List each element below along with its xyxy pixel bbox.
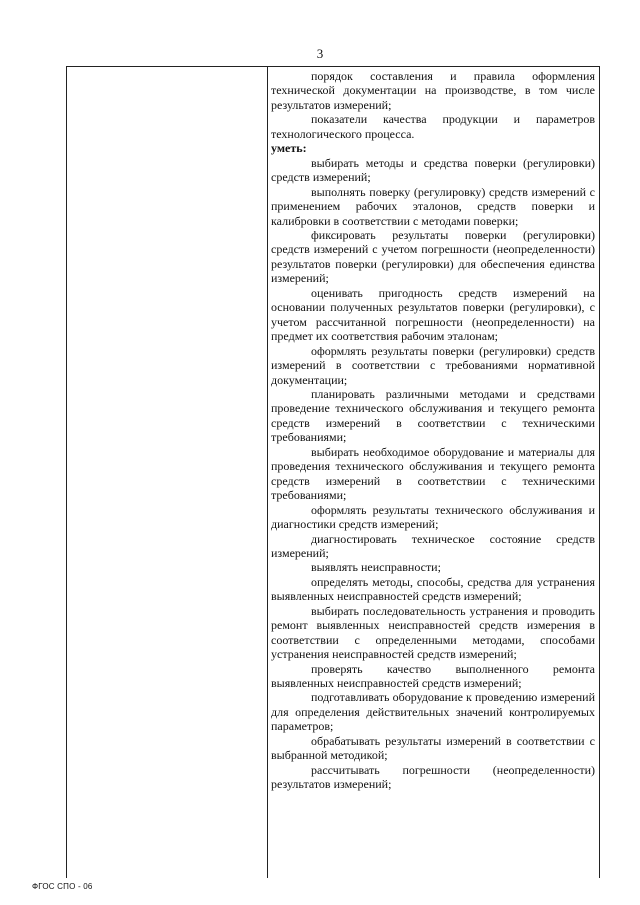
paragraph-skill: выбирать методы и средства поверки (регулировки) средств измерений; (271, 155, 595, 185)
footer-label: ФГОС СПО - 06 (32, 882, 93, 891)
paragraph-skill: обрабатывать результаты измерений в соответствии с выбранной методикой; (271, 733, 595, 763)
paragraph-skill: оформлять результаты технического обслуживания и диагностики средств измерений; (271, 502, 595, 532)
paragraph-skill: выбирать последовательность устранения и проводить ремонт выявленных неисправностей средств измерения в соответствии с определенными методами, способами устранения неисправностей средств измерений; (271, 603, 595, 662)
paragraph-skill: планировать различными методами и средствами проведение технического обслуживания и текущего ремонта средств измерений в соответствии с техническими требованиями; (271, 386, 595, 445)
paragraph-skill: определять методы, способы, средства для устранения выявленных неисправностей средств измерений; (271, 574, 595, 604)
column-divider (267, 67, 268, 878)
paragraph-skill: фиксировать результаты поверки (регулировки) средств измерений с учетом погрешности (неопределенности) результатов поверки (регулировки) для обеспечения единства измерений; (271, 227, 595, 286)
paragraph-skill: выполнять поверку (регулировку) средств измерений с применением рабочих эталонов, средств поверки и калибровки в соответствии с методами поверки; (271, 184, 595, 228)
paragraph-documentation: порядок составления и правила оформления технической документации на производстве, в том числе результатов измерений; (271, 69, 595, 112)
paragraph-skill: рассчитывать погрешности (неопределенности) результатов измерений; (271, 762, 595, 792)
paragraph-skill: подготавливать оборудование к проведению измерений для определения действительных значений контролируемых параметров; (271, 690, 595, 734)
page-number: 3 (316, 46, 324, 61)
right-column-content (271, 69, 595, 792)
paragraph-skill: оформлять результаты поверки (регулировки) средств измерений в соответствии с требованиями нормативной документации; (271, 343, 595, 387)
paragraph-quality-indicators: показатели качества продукции и параметров технологического процесса. (271, 112, 595, 141)
paragraph-skill: диагностировать техническое состояние средств измерений; (271, 531, 595, 560)
paragraph-skill: оценивать пригодность средств измерений на основании полученных результатов поверки (регулировки), с учетом рассчитанной погрешности (неопределенности) на предмет их соответствия рабочим эталонам; (271, 285, 595, 344)
paragraph-skill: выявлять неисправности; (311, 560, 441, 575)
heading-umet: уметь: (271, 141, 307, 156)
paragraph-skill: выбирать необходимое оборудование и материалы для проведения технического обслуживания и текущего ремонта средств измерений в соответствии с техническими требованиями; (271, 444, 595, 503)
paragraph-skill: проверять качество выполненного ремонта выявленных неисправностей средств измерений; (271, 661, 595, 691)
